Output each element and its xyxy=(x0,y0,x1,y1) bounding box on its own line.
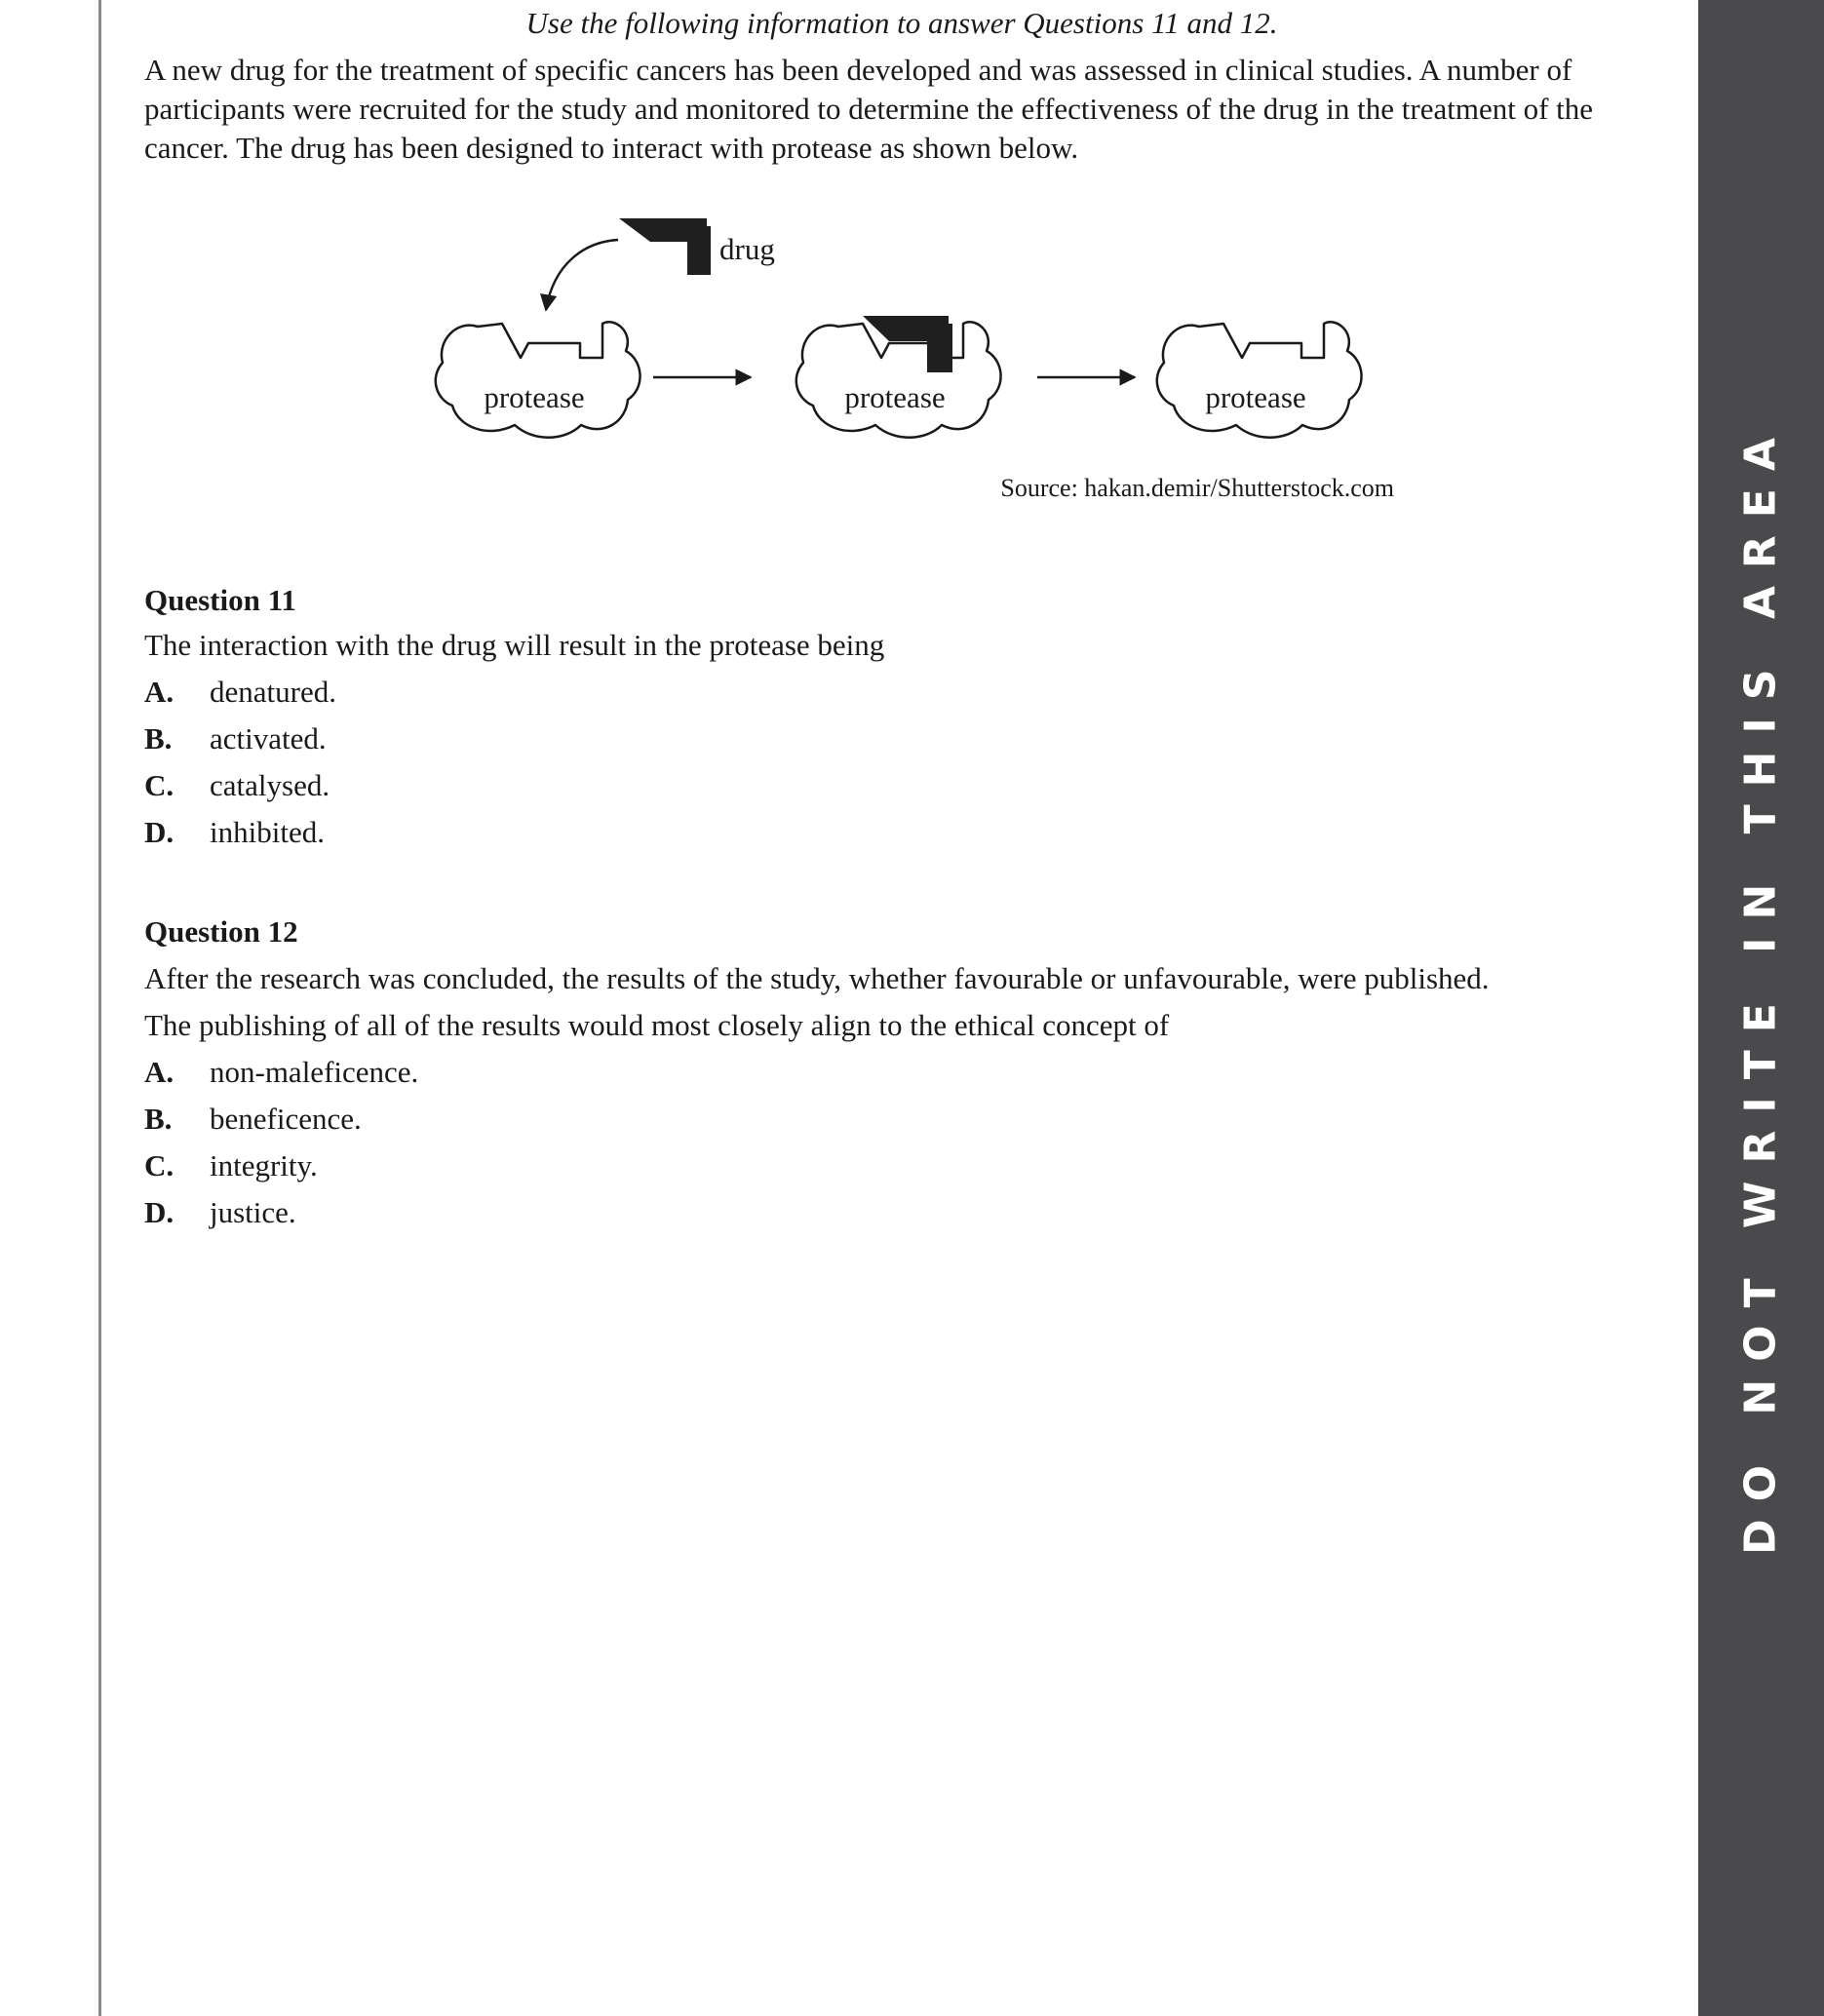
option-text: activated. xyxy=(210,721,327,756)
protease-drug-complex xyxy=(796,316,1001,438)
question-12 xyxy=(144,912,1665,1240)
option-b[interactable] xyxy=(144,719,1665,766)
option-letter: C. xyxy=(144,1148,175,1182)
option-a[interactable] xyxy=(144,1053,1665,1100)
image-source-credit: Source: hakan.demir/Shutterstock.com xyxy=(1000,474,1394,502)
drug-protease-diagram xyxy=(409,205,1433,517)
protease-free-1 xyxy=(436,322,640,438)
protease-label-1: protease xyxy=(484,380,585,414)
question-heading: Question 12 xyxy=(144,914,298,949)
option-text: catalysed. xyxy=(210,768,330,802)
option-c[interactable] xyxy=(144,766,1665,813)
question-heading: Question 11 xyxy=(144,583,296,617)
question-stem-line-1: After the research was concluded, the results of the study, whether favourable or unfavourable, were published. xyxy=(144,961,1490,995)
margin-warning-text: DO NOT WRITE IN THIS AREA xyxy=(1735,420,1786,1555)
option-b[interactable] xyxy=(144,1100,1665,1146)
question-11 xyxy=(144,581,1665,860)
option-letter: D. xyxy=(144,815,175,849)
option-a[interactable] xyxy=(144,673,1665,719)
stimulus-text: A new drug for the treatment of specific cancers has been developed and was assessed in clinical studies. A number of participants were recruited for the study and monitored to determine the effectiveness of the drug in the treatment of the cancer. The drug has been designed to interact with protease as shown below. xyxy=(144,53,1594,165)
option-text: non-maleficence. xyxy=(210,1055,419,1089)
option-text: justice. xyxy=(210,1195,296,1229)
option-letter: B. xyxy=(144,721,173,756)
protease-label-2: protease xyxy=(844,380,946,414)
option-c[interactable] xyxy=(144,1146,1665,1193)
option-letter: B. xyxy=(144,1102,173,1136)
stimulus-intro: Use the following information to answer Questions 11 and 12. xyxy=(525,6,1278,40)
option-letter: C. xyxy=(144,768,175,802)
question-stem-line-2: The publishing of all of the results would most closely align to the ethical concept of xyxy=(144,1008,1170,1042)
drug-binding-arrow xyxy=(546,240,618,310)
option-d[interactable] xyxy=(144,1193,1665,1240)
left-margin-rule xyxy=(98,0,101,2016)
option-letter: A. xyxy=(144,675,175,709)
option-letter: D. xyxy=(144,1195,175,1229)
option-text: denatured. xyxy=(210,675,336,709)
drug-label: drug xyxy=(719,232,775,266)
protease-label-3: protease xyxy=(1205,380,1306,414)
drug-shape-icon xyxy=(619,218,711,275)
option-letter: A. xyxy=(144,1055,175,1089)
option-list xyxy=(144,1053,1665,1240)
option-text: integrity. xyxy=(210,1148,318,1182)
option-text: inhibited. xyxy=(210,815,325,849)
protease-free-2 xyxy=(1157,322,1362,438)
option-list xyxy=(144,673,1665,860)
question-stem: The interaction with the drug will result in the protease being xyxy=(144,628,885,662)
option-text: beneficence. xyxy=(210,1102,362,1136)
option-d[interactable] xyxy=(144,813,1665,860)
